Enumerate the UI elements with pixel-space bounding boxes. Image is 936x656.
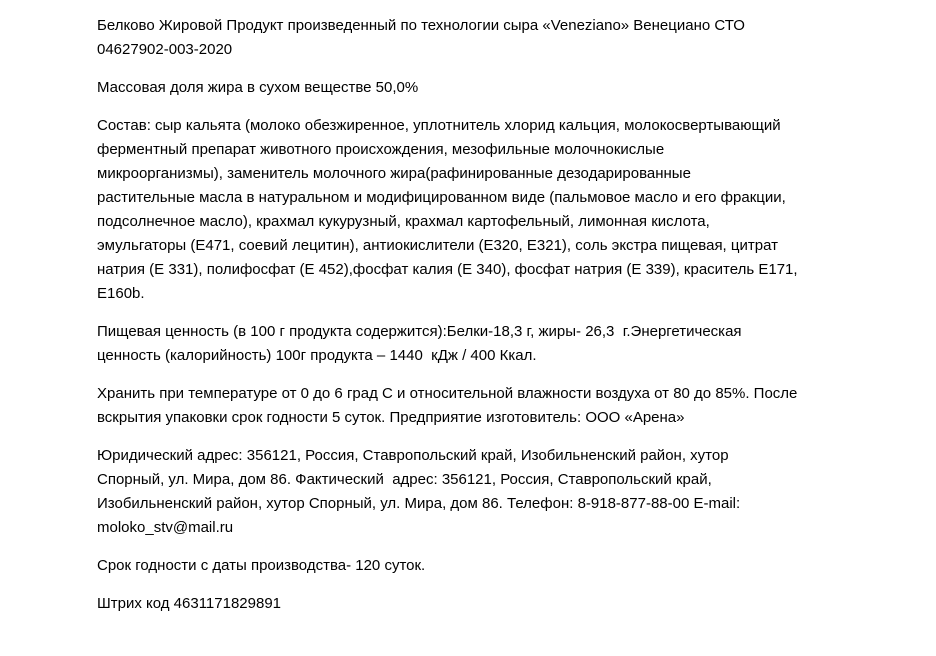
text-line: Спорный, ул. Мира, дом 86. Фактический адрес: 356121, Россия, Ставропольский край, — [97, 471, 712, 488]
product-title — [97, 14, 880, 62]
text-line: Изобильненский район, хутор Спорный, ул. Мира, дом 86. Телефон: 8-918-877-88-00 E-mail: — [97, 495, 741, 512]
addresses-and-contacts — [97, 444, 880, 540]
barcode — [97, 592, 880, 616]
text-line: микроорганизмы), заменитель молочного жира(рафинированные дезодарированные — [97, 165, 691, 182]
storage-and-manufacturer — [97, 382, 880, 430]
text-line: Срок годности с даты производства- 120 суток. — [97, 557, 426, 574]
text-line: Хранить при температуре от 0 до 6 град С и относительной влажности воздуха от 80 до 85%. После — [97, 385, 798, 402]
text-line: 04627902-003-2020 — [97, 41, 233, 58]
text-line: Пищевая ценность (в 100 г продукта содержится):Белки-18,3 г, жиры- 26,3 г.Энергетическая — [97, 323, 742, 340]
text-line: Юридический адрес: 356121, Россия, Ставропольский край, Изобильненский район, хутор — [97, 447, 729, 464]
document-body — [97, 14, 880, 616]
text-line: Штрих код 4631171829891 — [97, 595, 282, 612]
text-line: натрия (Е 331), полифосфат (Е 452),фосфат калия (Е 340), фосфат натрия (Е 339), краситель Е171, — [97, 261, 798, 278]
text-line: moloko_stv@mail.ru — [97, 519, 234, 536]
text-line: ферментный препарат животного происхождения, мезофильные молочнокислые — [97, 141, 665, 158]
nutrition-facts — [97, 320, 880, 368]
text-line: Белково Жировой Продукт произведенный по технологии сыра «Veneziano» Венециано СТО — [97, 17, 745, 34]
text-line: вскрытия упаковки срок годности 5 суток. Предприятие изготовитель: ООО «Арена» — [97, 409, 685, 426]
text-line: растительные масла в натуральном и модифицированном виде (пальмовое масло и его фракции, — [97, 189, 786, 206]
text-line: ценность (калорийность) 100г продукта – 1440 кДж / 400 Ккал. — [97, 347, 537, 364]
text-line: Массовая доля жира в сухом веществе 50,0% — [97, 79, 419, 96]
text-line: Е160b. — [97, 285, 145, 302]
text-line: подсолнечное масло), крахмал кукурузный, крахмал картофельный, лимонная кислота, — [97, 213, 710, 230]
text-line: эмульгаторы (Е471, соевий лецитин), антиокислители (Е320, Е321), соль экстра пищевая, цитрат — [97, 237, 778, 254]
ingredients — [97, 114, 880, 306]
text-line: Состав: сыр кальята (молоко обезжиренное, уплотнитель хлорид кальция, молокосвертывающий — [97, 117, 781, 134]
fat-content — [97, 76, 880, 100]
shelf-life — [97, 554, 880, 578]
